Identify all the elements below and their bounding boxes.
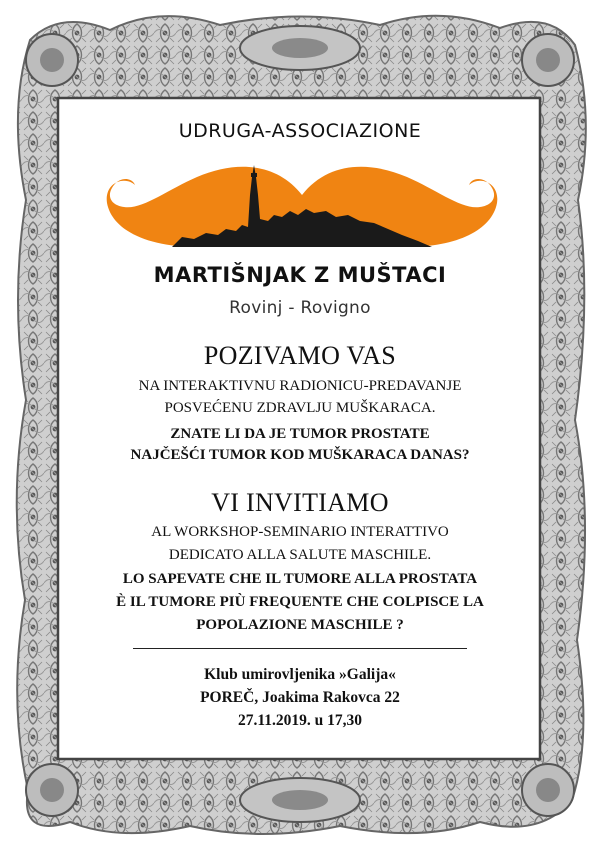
italian-line-2: DEDICATO ALLA SALUTE MASCHILE. bbox=[168, 547, 432, 563]
mustache-skyline-logo bbox=[102, 155, 502, 255]
italian-question-2: È IL TUMORE PIÙ FREQUENTE CHE COLPISCE LA bbox=[116, 594, 484, 610]
italian-question-3: POPOLAZIONE MASCHILE ? bbox=[196, 617, 404, 633]
event-address: POREČ, Joakima Rakovca 22 bbox=[200, 689, 400, 706]
croatian-line-2: POSVEĆENU ZDRAVLJU MUŠKARACA. bbox=[164, 400, 436, 416]
event-venue: Klub umirovljenika »Galija« bbox=[204, 666, 396, 683]
association-label: UDRUGA-ASSOCIAZIONE bbox=[178, 120, 422, 142]
italian-line-1: AL WORKSHOP-SEMINARIO INTERATTIVO bbox=[151, 524, 449, 540]
event-datetime: 27.11.2019. u 17,30 bbox=[237, 712, 362, 729]
croatian-question-2: NAJČEŠĆI TUMOR KOD MUŠKARACA DANAS? bbox=[130, 447, 470, 463]
organization-name: MARTIŠNJAK Z MUŠTACI bbox=[153, 263, 447, 287]
italian-heading: VI INVITIAMO bbox=[211, 488, 389, 517]
italian-question-1: LO SAPEVATE CHE IL TUMORE ALLA PROSTATA bbox=[122, 571, 478, 587]
croatian-line-1: NA INTERAKTIVNU RADIONICU-PREDAVANJE bbox=[138, 378, 462, 394]
croatian-heading: POZIVAMO VAS bbox=[203, 341, 397, 370]
croatian-question-1: ZNATE LI DA JE TUMOR PROSTATE bbox=[170, 426, 430, 442]
divider bbox=[133, 648, 467, 649]
organization-city: Rovinj - Rovigno bbox=[229, 298, 371, 318]
